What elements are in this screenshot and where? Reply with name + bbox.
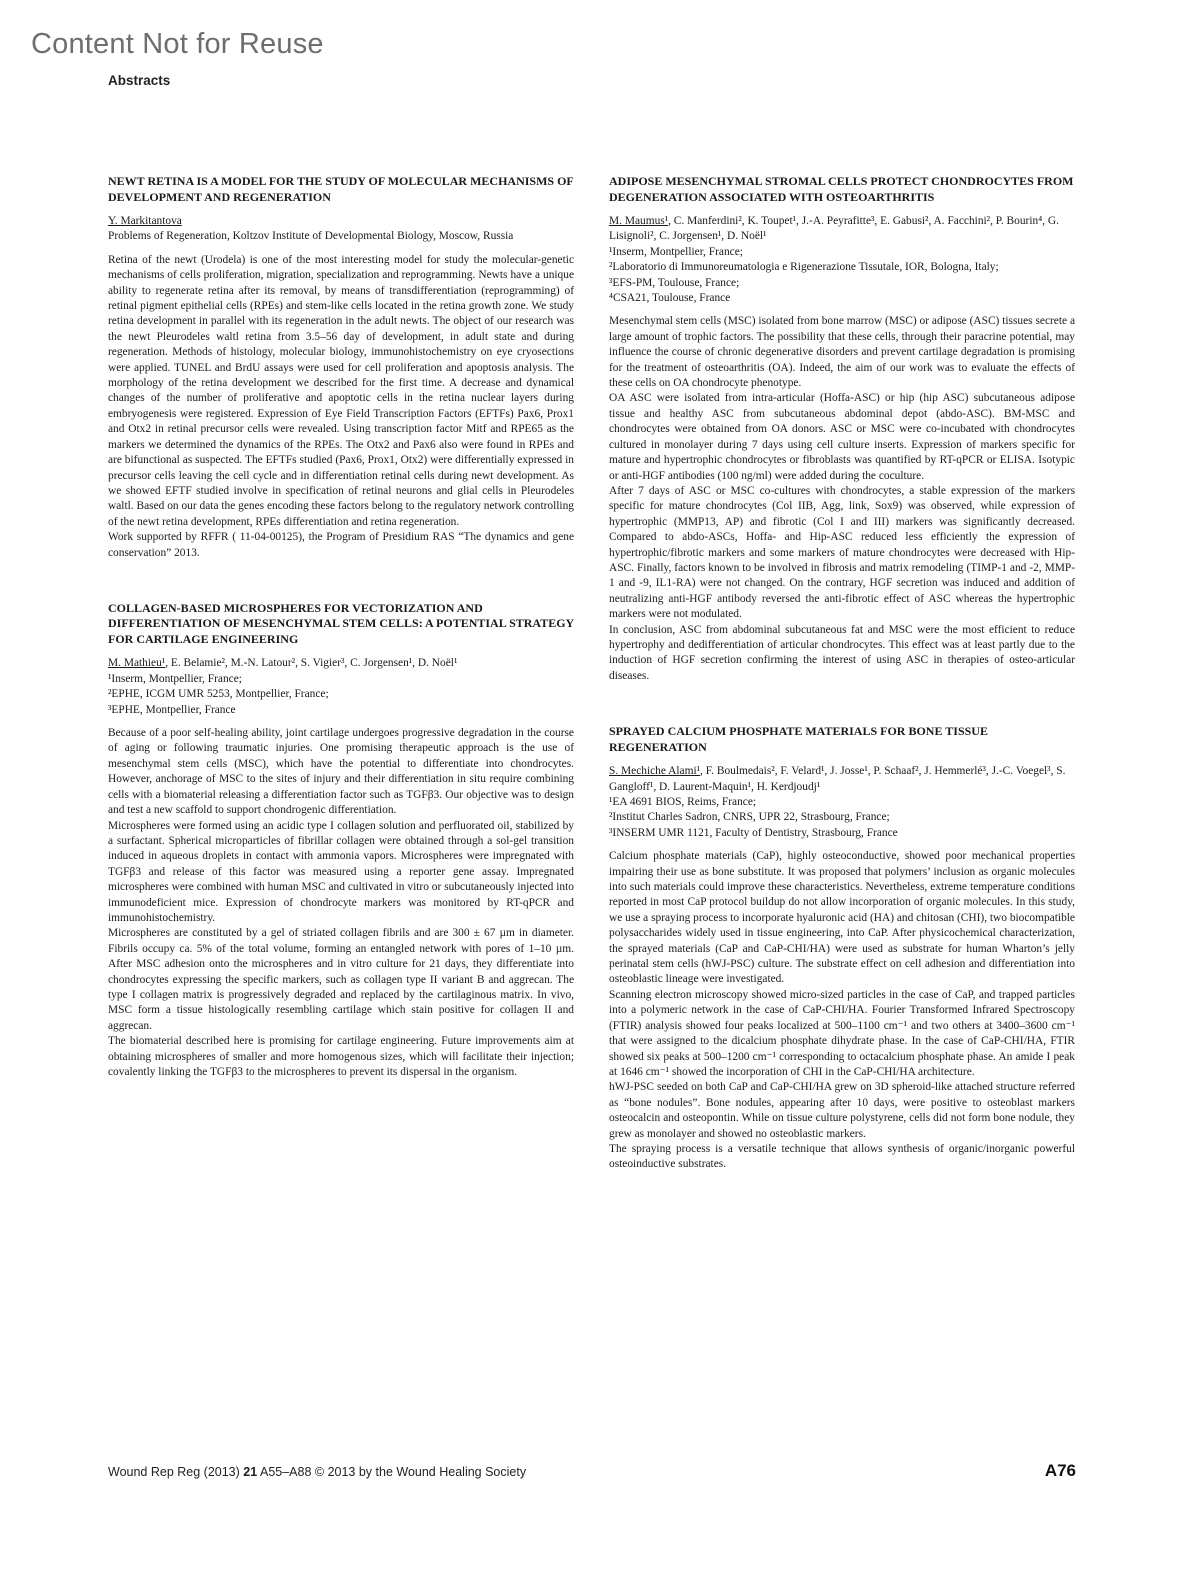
affiliation: ²Laboratorio di Immunoreumatologia e Rigenerazione Tissutale, IOR, Bologna, Italy; xyxy=(609,261,999,274)
affiliation: ⁴CSA21, Toulouse, France xyxy=(609,292,731,305)
affiliations xyxy=(609,245,1075,307)
presenting-author: S. Mechiche Alami¹ xyxy=(609,765,701,778)
page-number: A76 xyxy=(1044,1461,1076,1480)
abstract xyxy=(609,174,1075,684)
abstract-paragraph: Calcium phosphate materials (CaP), highly osteoconductive, showed poor mechanical properties impairing their use as bone substitute. It was proposed that polymers’ inclusion as organic molecules into such materials could improve these characteristics. Nevertheless, extreme temperature conditions reported in most CaP protocol buildup do not allow incorporation of organic molecules. In this study, we use a spraying process to incorporate hyaluronic acid (HA) and chitosan (CHI), two biocompatible polysaccharides widely used in tissue engineering, into CaP. After physicochemical characterization, the sprayed materials (CaP and CaP-CHI/HA) were used as substrate for human Wharton’s jelly perinatal stem cells (hWJ-PSC) culture. The substrate effect on cell adhesion and differentiation into osteoblastic lineage were investigated. xyxy=(609,850,1075,986)
author-list xyxy=(108,214,574,229)
abstract xyxy=(108,174,574,561)
abstract-paragraph: Work supported by RFFR ( 11-04-00125), the Program of Presidium RAS “The dynamics and gene conservation” 2013. xyxy=(108,531,574,559)
author-list xyxy=(609,214,1075,245)
affiliations xyxy=(108,229,574,244)
abstract-paragraph: Microspheres were formed using an acidic type I collagen solution and perfluorated oil, stabilized by a surfactant. Spherical microparticles of fibrillar collagen were obtained through a sol-gel transition induced in aqueous droplets in contact with ammonia vapors. Microspheres were impregnated with TGFβ3 and release of this factor was measured using a reporter gene assay. Impregnated microspheres were combined with human MSC and cultivated in vitro or subcutaneously injected into immunodeficient mice. Expression of chondrocyte markers was monitored by RT-qPCR and immunohistochemistry. xyxy=(108,819,574,924)
journal-citation: Wound Rep Reg (2013) xyxy=(108,1465,240,1479)
abstract-paragraph: Scanning electron microscopy showed micro-sized particles in the case of CaP, and trapped particles into a polymeric network in the case of CaP-CHI/HA. Fourier Transformed Infrared Spectroscopy (FTIR) analysis showed four peaks localized at 500–1100 cm⁻¹ and two others at 3400–3600 cm⁻¹ that were assigned to the dicalcium phosphate dihydrate phase. In the case of CaP-CHI/HA, FTIR showed six peaks at 500–1200 cm⁻¹ corresponding to octacalcium phosphate phase. An amide I peak at 1646 cm⁻¹ showed the incorporation of CHI in the CaP-CHI/HA architecture. xyxy=(609,988,1075,1078)
abstract-paragraph: Because of a poor self-healing ability, joint cartilage undergoes progressive degradation in the course of aging or following traumatic injuries. One promising therapeutic approach is the use of mesenchymal stem cells (MSC), which have the potential to differentiate into chondrocytes. However, anchorage of MSC to the sites of injury and their differentiation in situ require combining cells with a biomaterial releasing a differentiation factor such as TGFβ3. Our objective was to design and test a new scaffold to support chondrogenic differentiation. xyxy=(108,727,574,817)
abstract-paragraph: Mesenchymal stem cells (MSC) isolated from bone marrow (MSC) or adipose (ASC) tissues secrete a large amount of trophic factors. The possibility that these cells, through their paracrine potential, may influence the course of chronic degenerative disorders and prevent cartilage degradation is promising for the treatment of osteoarthritis (OA). Indeed, the aim of our work was to evaluate the effects of these cells on OA chondrocyte phenotype. xyxy=(609,315,1075,390)
abstract-paragraph: Retina of the newt (Urodela) is one of the most interesting model for study the molecular-genetic mechanisms of cells proliferation, migration, specialization and reprogramming. Newts have a unique ability to regenerate retina after its removal, by means of transdifferentiation (reprogramming) of retinal pigment epithelial cells (RPEs) and stem-like cells located in the retina growth zone. We study retina development in parallel with its regeneration in the adult newts. The object of our research was the newt Pleurodeles waltl retina from 3.5–56 day of development, in adult state and during regeneration. Methods of histology, molecular biology, immunohistochemistry on eye cryosections were applied. TUNEL and BrdU assays were used for cell proliferation and apoptosis analysis. The morphology of the retina development we described for the first time. A decrease and dynamical changes of the number of proliferative and apoptotic cells in the retina nuclear layers during embryogenesis were registered. Expression of Eye Field Transcription Factors (EFTFs) Pax6, Prox1 and Otx2 in retinal precursor cells were revealed. Using transcription factor Mitf and RPE65 as the markers we determined the dynamics of the RPEs. The Otx2 and Pax6 also were found in RPEs and are bifunctional as suspected. The EFTFs studied (Pax6, Prox1, Otx2) were differentially expressed in precursor cells leaving the cell cycle and in differentiation retinal cells during newt development. As we showed EFTF studied involve in specification of retinal neurons and glial cells in Pleurodeles waltl. Based on our data the genes encoding these factors belong to the regulatory network controlling of the newt retina development, RPEs differentiation and retina regeneration. xyxy=(108,253,574,528)
abstract-paragraph: hWJ-PSC seeded on both CaP and CaP-CHI/HA grew on 3D spheroid-like attached structure referred as “bone nodules”. Bone nodules, appearing after 10 days, were positive to osteoblast markers osteocalcin and osteopontin. While on tissue culture polystyrene, cells did not form bone nodule, they grew as monolayer and showed no osteoblastic markers. xyxy=(609,1081,1075,1140)
co-authors: , C. Manferdini², K. Toupet¹, J.-A. Peyrafitte³, E. Gabusi², A. Facchini², P. Bourin⁴, G. Lisignoli², C. Jorgensen¹, D. Noël¹ xyxy=(609,215,1059,243)
left-column xyxy=(108,174,574,1120)
journal-volume: 21 xyxy=(243,1465,258,1479)
affiliations xyxy=(609,795,1075,841)
affiliation: Problems of Regeneration, Koltzov Institute of Developmental Biology, Moscow, Russia xyxy=(108,230,514,243)
watermark: Content Not for Reuse xyxy=(31,28,324,60)
affiliation: ³EPHE, Montpellier, France xyxy=(108,703,236,716)
abstract-title: ADIPOSE MESENCHYMAL STROMAL CELLS PROTECT CHONDROCYTES FROM DEGENERATION ASSOCIATED WITH OSTEOARTHRITIS xyxy=(609,174,1074,204)
abstract-paragraph: Microspheres are constituted by a gel of striated collagen fibrils and are 300 ± 67 µm in diameter. Fibrils occupy ca. 5% of the total volume, forming an entangled network with pores of 1–10 µm. After MSC adhesion onto the microspheres and in vitro culture for 21 days, they differentiate into chondrocytes expressing the specific markers, such as collagen type II variant B and aggrecan. The type I collagen matrix is progressively degraded and replaced by the cartilaginous matrix. In vivo, MSC form a tissue histologically resembling cartilage which stain positive for collagen II and aggrecan. xyxy=(108,927,574,1032)
abstract-title: COLLAGEN-BASED MICROSPHERES FOR VECTORIZATION AND DIFFERENTIATION OF MESENCHYMAL STEM CELLS: A POTENTIAL STRATEGY FOR CARTILAGE ENGINEERING xyxy=(108,600,574,646)
presenting-author: Y. Markitantova xyxy=(108,215,182,227)
abstract-paragraph: OA ASC were isolated from intra-articular (Hoffa-ASC) or hip (hip ASC) subcutaneous adipose tissue and healthy ASC from subcutaneous abdominal depot (abdo-ASC). BM-MSC and chondrocytes were obtained from OA donors. ASC or MSC were co-incubated with chondrocytes cultured in monolayer during 7 days using cell culture inserts. Expression of markers specific for mature and hypertrophic chondrocytes or fibroblasts was quantified by RT-qPCR or ELISA. Isotypic or anti-HGF antibodies (100 ng/ml) were added during the coculture. xyxy=(609,392,1075,482)
presenting-author: M. Mathieu¹ xyxy=(108,657,166,670)
abstract-paragraph: After 7 days of ASC or MSC co-cultures with chondrocytes, a stable expression of the markers specific for mature chondrocytes (Col IIB, Agg, link, Sox9) was observed, while expression of hypertrophic (MMP13, AP) and fibrotic (Col I and III) markers was significantly decreased. Compared to abdo-ASCs, Hoffa- and Hip-ASC reduced less efficiently the expression of hypertrophic/fibrotic markers and some markers of mature chondrocytes were decreased with Hip-ASC. Finally, factors known to be involved in fibrosis and matrix remodeling (TIMP-1 and -2, MMP-1 and -9, IL1-RA) were not changed. On the contrary, HGF secretion was induced and addition of neutralizing anti-HGF antibody reversed the anti-fibrotic effect of ASC whereas the hypertrophic markers were not modulated. xyxy=(609,484,1075,621)
affiliation: ²EPHE, ICGM UMR 5253, Montpellier, France; xyxy=(108,688,329,701)
journal-pages-copyright: A55–A88 © 2013 by the Wound Healing Society xyxy=(259,1465,527,1479)
abstract-title: SPRAYED CALCIUM PHOSPHATE MATERIALS FOR BONE TISSUE REGENERATION xyxy=(609,724,988,754)
affiliation: ¹Inserm, Montpellier, France; xyxy=(609,245,743,258)
abstract xyxy=(108,601,574,1080)
co-authors: , E. Belamie², M.-N. Latour², S. Vigier³, C. Jorgensen¹, D. Noël¹ xyxy=(165,657,458,670)
affiliation: ³INSERM UMR 1121, Faculty of Dentistry, Strasbourg, France xyxy=(609,826,898,839)
abstract-title: NEWT RETINA IS A MODEL FOR THE STUDY OF MOLECULAR MECHANISMS OF DEVELOPMENT AND REGENERATION xyxy=(108,174,574,204)
affiliation: ³EFS-PM, Toulouse, France; xyxy=(609,276,740,289)
affiliation: ¹EA 4691 BIOS, Reims, France; xyxy=(609,796,757,808)
abstract-paragraph: The spraying process is a versatile technique that allows synthesis of organic/inorganic powerful osteoinductive substrates. xyxy=(609,1142,1075,1171)
author-list xyxy=(108,656,574,671)
section-label: Abstracts xyxy=(108,73,171,88)
affiliation: ²Institut Charles Sadron, CNRS, UPR 22, Strasbourg, France; xyxy=(609,811,890,824)
abstract-paragraph: In conclusion, ASC from abdominal subcutaneous fat and MSC were the most efficient to reduce hypertrophy and dedifferentiation of articular chondrocytes. This effect was at least partly due to the induction of HGF secretion confirming the interest of using ASC in therapies of osteo-articular diseases. xyxy=(609,623,1075,682)
co-authors: , F. Boulmedais², F. Velard¹, J. Josse¹, P. Schaaf², J. Hemmerlé³, J.-C. Voegel³, S. Gangloff¹, D. Laurent-Maquin¹, H. Kerdjoudj¹ xyxy=(609,765,1066,793)
author-list xyxy=(609,764,1075,795)
journal-footer xyxy=(108,1465,526,1479)
affiliation: ¹Inserm, Montpellier, France; xyxy=(108,672,242,685)
abstract xyxy=(609,724,1075,1173)
presenting-author: M. Maumus¹ xyxy=(609,215,669,227)
affiliations xyxy=(108,672,574,718)
abstract-paragraph: The biomaterial described here is promising for cartilage engineering. Future improvements aim at obtaining microspheres of smaller and more homogenous sizes, which will facilitate their injection; covalently linking the TGFβ3 to the microspheres to prevent its dispersal in the organism. xyxy=(108,1035,574,1078)
right-column xyxy=(609,174,1075,1213)
